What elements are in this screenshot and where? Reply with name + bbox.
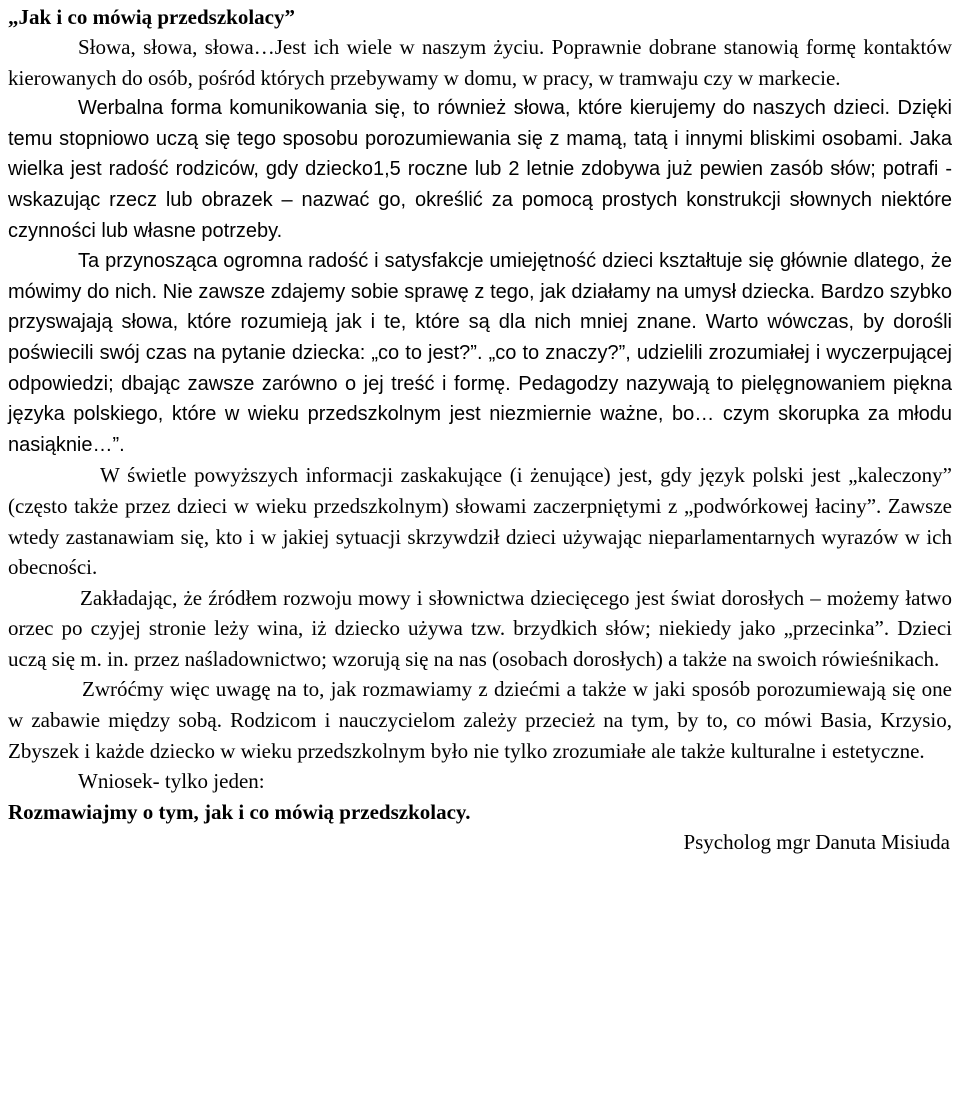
paragraph-conclusion-intro: Wniosek- tylko jeden: — [78, 769, 265, 794]
paragraph-intro: Słowa, słowa, słowa…Jest ich wiele w naszym życiu. Poprawnie dobrane stanowią formę kontaktów kierowanych do osób, pośród których przebywamy w domu, w pracy, w tramwaju czy w markecie. — [8, 35, 952, 90]
paragraph-observations: W świetle powyższych informacji zaskakujące (i żenujące) jest, gdy język polski jest „kaleczony” (często także przez dzieci w wieku przedszkolnym) słowami zaczerpniętymi z „podwórkowej łaciny”. Zawsze wtedy zastanawiam się, kto i w jakiej sytuacji skrzywdził dzieci używając nieparlamentarnych wyrazów w ich obecności. — [8, 463, 952, 580]
paragraph-attention: Zwróćmy więc uwagę na to, jak rozmawiamy z dziećmi a także w jaki sposób porozumiewają się one w zabawie między sobą. Rodzicom i nauczycielom zależy przecież na tym, by to, co mówi Basia, Krzysio, Zbyszek i każde dziecko w wieku przedszkolnym było nie tylko zrozumiałe ale także kulturalne i estetyczne. — [8, 677, 952, 763]
document-title: „Jak i co mówią przedszkolacy” — [8, 5, 295, 29]
paragraph-assumption: Zakładając, że źródłem rozwoju mowy i słownictwa dziecięcego jest świat dorosłych – możemy łatwo orzec po czyjej stronie leży wina, iż dziecko używa tzw. brzydkich słów; niekiedy jako „przecinka”. Dzieci uczą się m. in. przez naśladownictwo; wzorują się na nas (osobach dorosłych) a także na swoich rówieśnikach. — [8, 585, 952, 671]
paragraph-satisfaction: Ta przynosząca ogromna radość i satysfakcje umiejętność dzieci kształtuje się głównie dlatego, że mówimy do nich. Nie zawsze zdajemy sobie sprawę z tego, jak działamy na umysł dziecka. Bardzo szybko przyswajają słowa, które rozumieją jak i te, które są dla nich mniej znane. Warto wówczas, by dorośli poświecili swój czas na pytanie dziecka: „co to jest?”. „co to znaczy?”, udzielili zrozumiałej i wyczerpującej odpowiedzi; dbając zawsze zarówno o jej treść i formę. Pedagodzy nazywają to pielęgnowaniem piękna języka polskiego, które w wieku przedszkolnym jest niezmiernie ważne, bo… czym skorupka za młodu nasiąknie…”. — [8, 250, 952, 456]
paragraph-verbal-communication: Werbalna forma komunikowania się, to również słowa, które kierujemy do naszych dzieci. Dzięki temu stopniowo uczą się tego sposobu porozumiewania się z mamą, tatą i innymi bliskimi osobami. Jaka wielka jest radość rodziców, gdy dziecko1,5 roczne lub 2 letnie zdobywa już pewien zasób słów; potrafi - wskazując rzecz lub obrazek – nazwać go, określić za pomocą prostych konstrukcji słownych niektóre czynności lub własne potrzeby. — [8, 97, 952, 242]
closing-statement: Rozmawiajmy o tym, jak i co mówią przedszkolacy. — [8, 799, 471, 824]
author-signature: Psycholog mgr Danuta Misiuda — [683, 829, 950, 854]
